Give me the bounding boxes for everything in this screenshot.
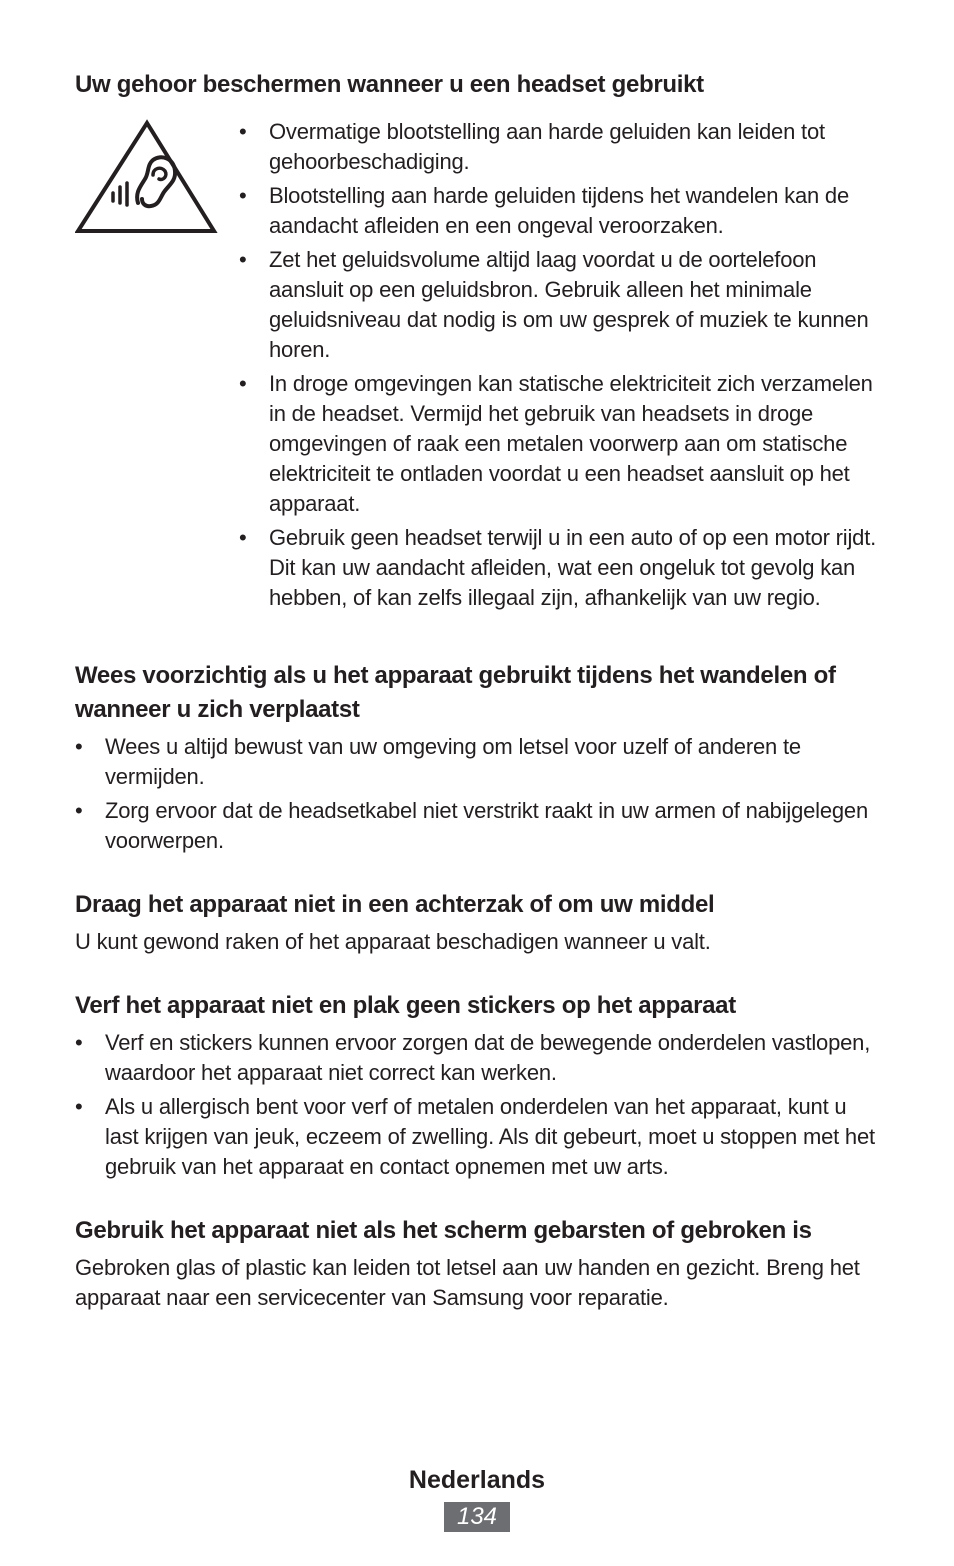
section-heading: Wees voorzichtig als u het apparaat gebruikt tijdens het wandelen of wanneer u zich verplaatst: [75, 662, 836, 723]
section-heading: Uw gehoor beschermen wanneer u een headset gebruikt: [75, 71, 704, 98]
section-paragraph: Gebroken glas of plastic kan leiden tot letsel aan uw handen en gezicht. Breng het apparaat naar een servicecenter van Samsung voor reparatie.: [75, 1255, 860, 1310]
walking-bullet-list: [75, 732, 881, 856]
page-number: 134: [444, 1502, 510, 1532]
list-item: • In droge omgevingen kan statische elektriciteit zich verzamelen in de headset. Vermijd het gebruik van headsets in droge omgevingen of raak een metalen voorwerp aan om statische elektriciteit te ontladen voordat u een headset aansluit op het apparaat.: [239, 369, 881, 519]
list-item: • Wees u altijd bewust van uw omgeving om letsel voor uzelf of anderen te vermijden.: [75, 732, 881, 792]
section-paint-stickers: [75, 989, 881, 1182]
list-item: • Gebruik geen headset terwijl u in een auto of op een motor rijdt. Dit kan uw aandacht afleiden, wat een ongeluk tot gevolg kan hebben, of kan zelfs illegaal zijn, afhankelijk van uw regio.: [239, 523, 881, 613]
footer-language: Nederlands: [408, 1466, 546, 1494]
list-item: • Verf en stickers kunnen ervoor zorgen dat de bewegende onderdelen vastlopen, waardoor het apparaat niet correct kan werken.: [75, 1028, 881, 1088]
section-heading: Gebruik het apparaat niet als het scherm gebarsten of gebroken is: [75, 1217, 812, 1244]
hearing-warning-icon: [75, 117, 239, 617]
list-item: • Zet het geluidsvolume altijd laag voordat u de oortelefoon aansluit op een geluidsbron. Gebruik alleen het minimale geluidsniveau dat nodig is om uw gesprek of muziek te kunnen horen.: [239, 245, 881, 365]
section-broken-screen: [75, 1214, 881, 1313]
page-content: [75, 68, 881, 1313]
section-heading: Verf het apparaat niet en plak geen stickers op het apparaat: [75, 992, 736, 1019]
hearing-content: [75, 117, 881, 617]
list-item: • Als u allergisch bent voor verf of metalen onderdelen van het apparaat, kunt u last krijgen van jeuk, eczeem of zwelling. Als dit gebeurt, moet u stoppen met het gebruik van het apparaat en contact opnemen met uw arts.: [75, 1092, 881, 1182]
section-walking: [75, 659, 881, 856]
list-item: • Blootstelling aan harde geluiden tijdens het wandelen kan de aandacht afleiden en een ongeval veroorzaken.: [239, 181, 881, 241]
section-back-pocket: [75, 888, 881, 957]
list-item: • Zorg ervoor dat de headsetkabel niet verstrikt raakt in uw armen of nabijgelegen voorwerpen.: [75, 796, 881, 856]
list-item: • Overmatige blootstelling aan harde geluiden kan leiden tot gehoorbeschadiging.: [239, 117, 881, 177]
section-hearing: [75, 68, 881, 617]
paint-bullet-list: [75, 1028, 881, 1182]
section-heading: Draag het apparaat niet in een achterzak of om uw middel: [75, 891, 715, 918]
section-paragraph: U kunt gewond raken of het apparaat beschadigen wanneer u valt.: [75, 929, 711, 954]
page-footer: [0, 1462, 954, 1532]
hearing-bullet-list: [239, 117, 881, 617]
